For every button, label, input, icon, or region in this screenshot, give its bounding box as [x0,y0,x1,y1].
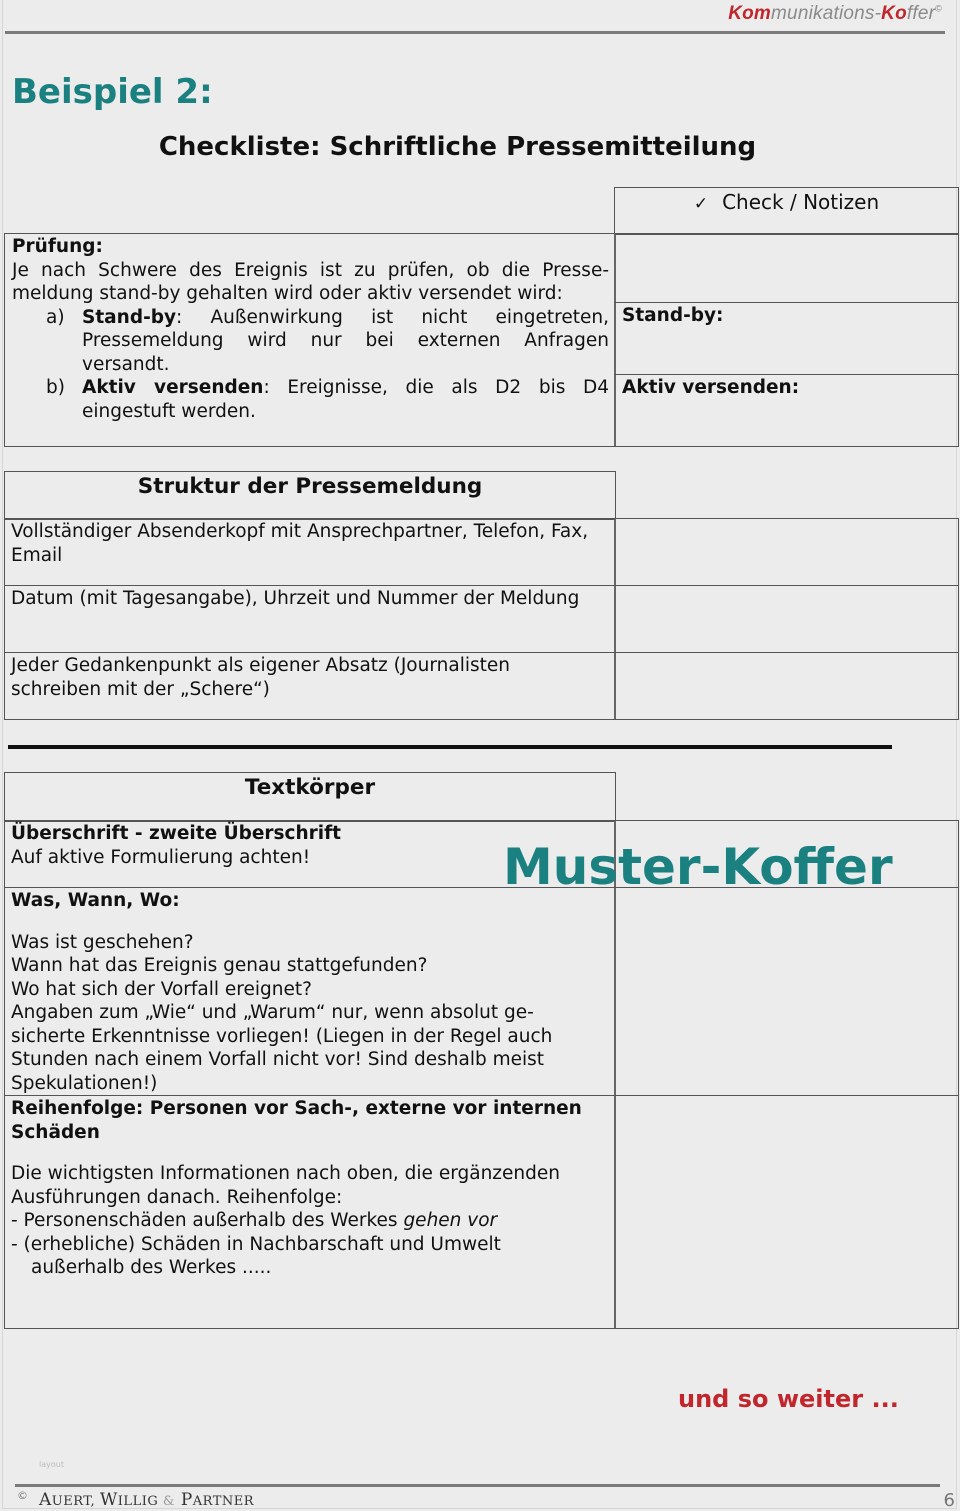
reihenfolge-item-cont: außerhalb des Werkes ..... [31,1257,272,1278]
ueberschrift-text: Auf aktive Formulierung achten! [11,846,311,868]
brand-text-red-1: Kom [728,3,772,24]
was-wann-wo-line: Wann hat das Ereignis genau stattgefunden? [11,955,428,976]
reihenfolge-cell [11,1097,611,1280]
standby-notes-label: Stand-by: [622,305,724,326]
struktur-row: Vollständiger Absenderkopf mit Ansprechpartner, Telefon, Fax, Email [11,521,589,566]
footer-copyright: © [17,1489,28,1502]
aktiv-notes-cell[interactable] [622,376,952,400]
struktur-row: Datum (mit Tagesangabe), Uhrzeit und Nummer der Meldung [11,588,580,609]
checkmark-icon: ✓ [693,194,709,214]
section-title: Beispiel 2: [12,72,213,112]
faint-tag: layout [39,1460,64,1469]
reihenfolge-intro: Die wichtigsten Informationen nach oben, die ergänzenden Ausführungen danach. Reihenfolge: [11,1163,560,1208]
brand-text-grey-2: ffer [906,3,936,24]
pruefung-title: Prüfung: [12,236,103,257]
was-wann-wo-cell [11,889,603,1095]
company-name: AUERT, WILLIG & PARTNER [39,1490,255,1510]
header-rule [5,31,945,34]
ueberschrift-title: Überschrift - zweite Überschrift [11,823,342,844]
pruefung-cell [12,235,609,423]
watermark: Muster-Koffer [503,838,893,896]
continuation-text: und so weiter ... [678,1385,899,1413]
standby-notes-cell[interactable] [622,304,952,328]
footer-rule [15,1484,940,1487]
check-notes-header [614,187,959,235]
reihenfolge-item: - Personenschäden außerhalb des Werkes gehen vor [11,1210,498,1231]
textkoerper-header-cell [4,772,616,822]
struktur-table [4,518,959,720]
brand-text-grey-1: munikations- [771,3,882,24]
copyright-mark: © [935,3,942,14]
reihenfolge-title: Reihenfolge: Personen vor Sach-, externe vor internen Schäden [11,1098,582,1143]
struktur-row: Jeder Gedankenpunkt als eigener Absatz (Journalisten schreiben mit der „Schere“) [11,655,510,700]
brand-text-red-2: Ko [881,3,907,24]
pruefung-intro: Je nach Schwere des Ereignis ist zu prüfen, ob die Presse-meldung stand-by gehalten wird oder aktiv versendet wird: [12,259,609,304]
reihenfolge-item: - (erhebliche) Schäden in Nachbarschaft und Umwelt [11,1233,501,1255]
document-title: Checkliste: Schriftliche Pressemitteilung [158,132,757,162]
aktiv-notes-label: Aktiv versenden: [622,377,800,398]
struktur-title: Struktur der Pressemeldung [137,474,483,499]
section-divider [8,745,892,749]
was-wann-wo-line: Wo hat sich der Vorfall ereignet? [11,978,312,1000]
struktur-header-cell [4,471,616,520]
pruefung-table [4,233,959,447]
page-number: 6 [943,1490,955,1511]
pruefung-item-standby: a) Stand-by: Außenwirkung ist nicht eingetreten, Pressemeldung wird nur bei externen Anfragen versandt. [46,306,609,375]
was-wann-wo-line: Angaben zum „Wie“ und „Warum“ nur, wenn absolut ge-sicherte Erkenntnisse vorliegen! (Liegen in der Regel auch Stunden nach einem Vorfall nicht vor! Sind deshalb meist Spekulationen!) [11,1002,553,1094]
check-notes-label: Check / Notizen [722,190,880,214]
textkoerper-table [4,820,959,1329]
was-wann-wo-title: Was, Wann, Wo: [11,890,180,911]
brand-logo [728,3,942,25]
was-wann-wo-line: Was ist geschehen? [11,931,194,953]
textkoerper-title: Textkörper [244,775,376,800]
pruefung-item-aktiv: b) Aktiv versenden: Ereignisse, die als D2 bis D4 eingestuft werden. [46,377,609,422]
